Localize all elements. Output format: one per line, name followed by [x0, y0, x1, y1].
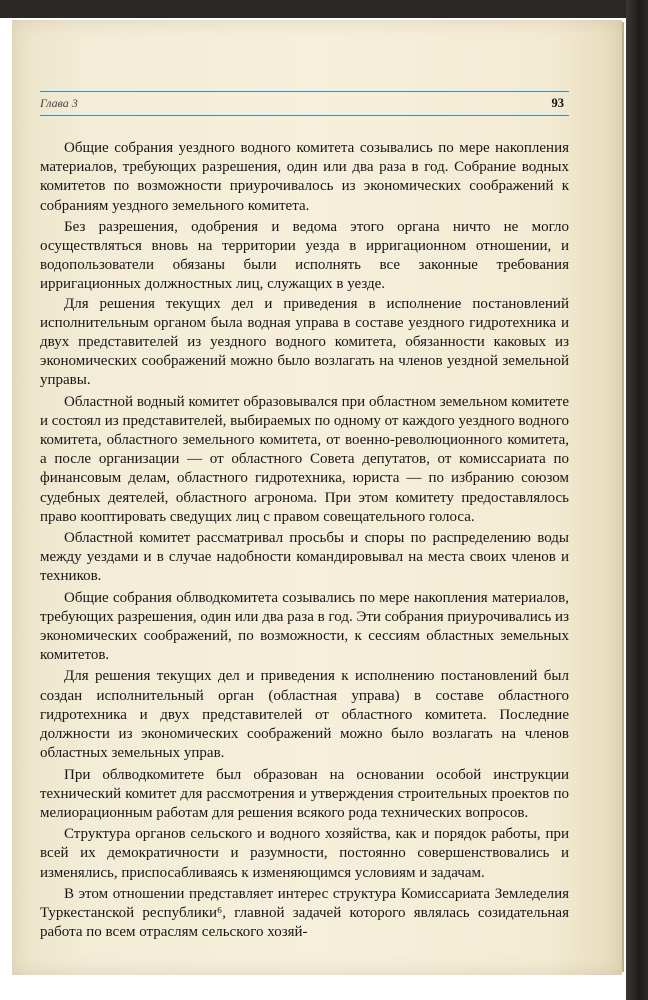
book-spine-shadow — [626, 0, 648, 1000]
running-head: Глава 3 — [40, 96, 78, 110]
paragraph: В этом отношении представляет интерес структура Комиссариата Земледелия Туркестанской республики⁶, главной задачей которого являлась созидательная работа по всем отраслям сельского хозяй- — [40, 885, 569, 941]
header-rule-bottom — [40, 115, 569, 116]
paragraph: Для решения текущих дел и приведения к исполнению постановлений был создан исполнительный орган (областная управа) в составе областного гидротехника и двух представителей от областного комитета. Последние должности из экономических соображений можно было возлагать на членов областных земельных управ. — [40, 668, 569, 762]
page-number: 93 — [551, 96, 564, 110]
paragraph: При облводкомитете был образован на основании особой инструкции технический комитет для рассмотрения и утверждения строительных проектов по мелиорационным работам для решения всякого рода технических вопросов. — [40, 766, 569, 821]
scan-top-border — [0, 0, 648, 18]
paragraph: Общие собрания уездного водного комитета созывались по мере накопления материалов, требующих разрешения, один или два раза в год. Собрание водных комитетов по возможности приурочивалось из экономических соображений к собраниям уездного земельного комитета. — [40, 140, 569, 214]
paragraph: Областной комитет рассматривал просьбы и споры по распределению воды между уездами и в случае надобности командировывал на места своих членов и техников. — [40, 530, 569, 585]
paragraph: Областной водный комитет образовывался при областном земельном комитете и состоял из представителей, выбираемых по одному от каждого уездного водного комитета, областного земельного комитета, от военно-революционного комитета, а после организации — от областного Совета депутатов, от комиссариата по финансовым делам, областного гидротехника, юриста — по избранию союзом судебных деятелей, областного агронома. При этом комитету предоставлялось право кооптировать сведущих лиц с правом совещательного голоса. — [40, 393, 569, 525]
header-rule-top — [40, 91, 569, 92]
paragraph: Структура органов сельского и водного хозяйства, как и порядок работы, при всей их демократичности и разумности, постоянно совершенствовались и изменялись, приспосабливаясь к изменяющимся условиям и задачам. — [40, 826, 569, 881]
body-text — [40, 139, 569, 942]
paragraph: Для решения текущих дел и приведения в исполнение постановлений исполнительным органом была водная управа в составе уездного гидротехника и двух представителей из уездного водного комитета, обязанности каковых из экономических соображений можно было возлагать на членов уездной земельной управы. — [40, 295, 569, 389]
paragraph: Общие собрания облводкомитета созывались по мере накопления материалов, требующих разрешения, один или два раза в год. Эти собрания приурочивались из экономических соображений, по возможности, к сессиям областных земельных комитетов. — [40, 589, 569, 664]
paragraph: Без разрешения, одобрения и ведома этого органа ничто не могло осуществляться вновь на территории уезда в ирригационном отношении, и водопользователи обязаны были исполнять все законные требования ирригационных должностных лиц, служащих в уезде. — [40, 218, 569, 293]
